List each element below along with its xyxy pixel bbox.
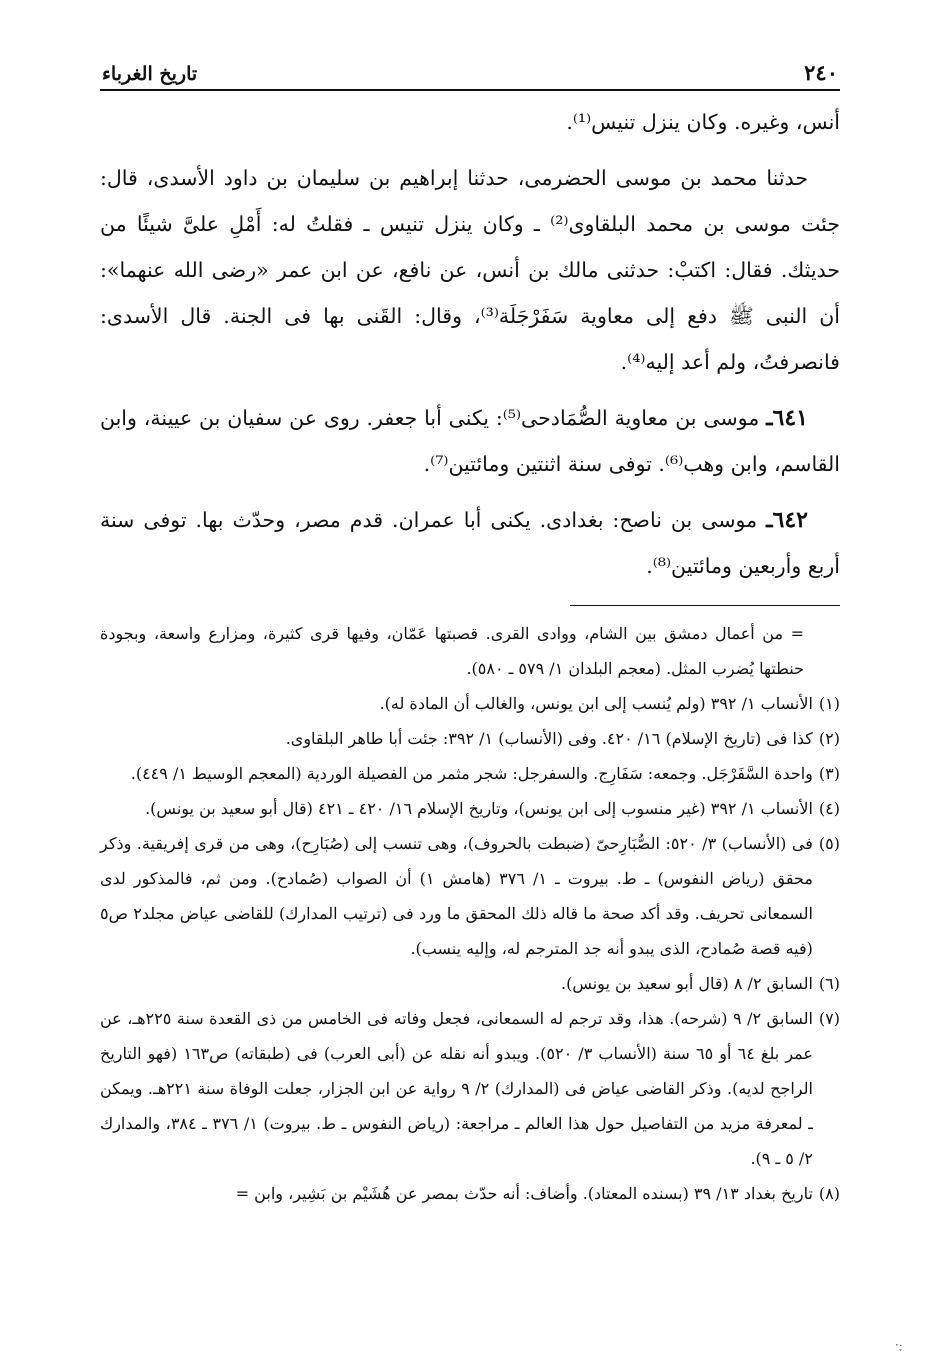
entry-641 — [100, 395, 840, 487]
footnote-text: السابق ٢/ ٨ (قال أبو سعيد بن يونس). — [561, 974, 813, 993]
entry-642 — [100, 497, 840, 589]
footnote-number: (٦) — [818, 974, 840, 993]
footnotes — [100, 616, 840, 1211]
footnote-number: (٨) — [818, 1184, 840, 1203]
footnote-2 — [100, 721, 840, 756]
footnote-number: (٥) — [818, 834, 840, 853]
entry-641-text: موسى بن معاوية الصُّمَادحى⁽⁵⁾: يكنى أبا جعفر. روى عن سفيان بن عيينة، وابن القاسم، وابن وهب⁽⁶⁾. توفى سنة اثنتين ومائتين⁽⁷⁾. — [100, 406, 840, 476]
running-header — [100, 60, 840, 91]
footnote-number: (١) — [818, 694, 840, 713]
entry-642-number: ٦٤٢ـ — [766, 507, 808, 533]
footnote-5 — [100, 826, 840, 966]
footnote-3 — [100, 756, 840, 791]
continued-line: أنس، وغيره. وكان ينزل تنيس⁽¹⁾. — [566, 110, 840, 134]
narration-paragraph: حدثنا محمد بن موسى الحضرمى، حدثنا إبراهيم بن سليمان بن داود الأسدى، قال: جئت موسى بن محمد البلقاوى⁽²⁾ ـ وكان ينزل تنيس ـ فقلتُ له: أَمْلِ علىَّ شيئًا من حديثك. فقال: اكتبْ: حدثنى مالك بن أنس، عن نافع، عن ابن عمر «رضى الله عنهما»: أن النبى ﷺ دفع إلى معاوية سَفَرْجَلَة⁽³⁾، وقال: القَنى بها فى الجنة. قال الأسدى: فانصرفتُ، ولم أعد إليه⁽⁴⁾. — [100, 166, 840, 374]
footnote-7 — [100, 1001, 840, 1176]
paragraph-gap — [100, 385, 840, 395]
paragraph-gap — [100, 487, 840, 497]
entry-642-text: موسى بن ناصح: بغدادى. يكنى أبا عمران. قدم مصر، وحدّث بها. توفى سنة أربع وأربعين ومائتين⁽⁸⁾. — [100, 508, 840, 578]
footnote-1 — [100, 686, 840, 721]
footnote-number: (٤) — [818, 799, 840, 818]
footnote-8 — [100, 1176, 840, 1211]
book-title: تاريخ الغرباء — [102, 63, 198, 85]
footnote-text: السابق ٢/ ٩ (شرحه). هذا، وقد ترجم له السمعانى، فجعل وفاته فى الخامس من ذى القعدة سنة ٢٢٥هـ، عن عمر بلغ ٦٤ أو ٦٥ سنة (الأنساب ٣/ ٥٢٠). ويبدو أنه نقله عن (أبى العرب) فى (طبقاته) ص١٦٣ (فهو التاريخ الراجح لديه). وذكر القاضى عياض فى (المدارك) ٢/ ٩ رواية عن ابن الجزار، جعلت الوفاة سنة ٢٢١هـ. ويمكن ـ لمعرفة مزيد من التفاصيل حول هذا العالم ـ مراجعة: (رياض النفوس ـ ط. بيروت) ١/ ٣٧٦ ـ ٣٨٤، والمدارك ٢/ ٥ ـ ٩). — [100, 1009, 813, 1168]
footnote-divider — [570, 605, 840, 606]
footnote-number: (٧) — [818, 1009, 840, 1028]
paragraph-gap — [100, 145, 840, 155]
page-number: ٢٤٠ — [804, 60, 838, 85]
footnote-4 — [100, 791, 840, 826]
footnote-6 — [100, 966, 840, 1001]
footnote-text: تاريخ بغداد ١٣/ ٣٩ (بسنده المعتاد). وأضاف: أنه حدّث بمصر عن هُشَيْم بن بَشِير، وابن = — [235, 1184, 813, 1203]
footnote-text: واحدة السَّفَرْجَل. وجمعه: سَفَارِج. والسفرجل: شجر مثمر من الفصيلة الوردية (المعجم الوسيط ١/ ٤٤٩). — [130, 764, 813, 783]
footnote-text: فى (الأنساب) ٣/ ٥٢٠: الصُّبَارِحىّ (ضبطت بالحروف)، وهى تنسب إلى (صُبَارِح)، وهى من قرى إفريقية. وذكر محقق (رياض النفوس) ـ ط. بيروت ـ ١/ ٣٧٦ (هامش ١) أن الصواب (صُمادح). ومن ثم، فالمذكور لدى السمعانى تحريف. وقد أكد صحة ما قاله ذلك المحقق ما ورد فى (ترتيب المدارك) للقاضى عياض مجلد٢ ص٥ (فيه قصة صُمادح، الذى يبدو أنه جد المترجم له، وإليه ينسب). — [100, 834, 813, 958]
main-text — [100, 99, 840, 589]
entry-641-number: ٦٤١ـ — [766, 405, 808, 431]
footnote-continuation: = من أعمال دمشق بين الشام، ووادى القرى. قصبتها عَمّان، وفيها قرى كثيرة، ومزارع واسعة، وبجودة حنطتها يُضرب المثل. (معجم البلدان ١/ ٥٧٩ ـ ٥٨٠). — [100, 624, 804, 678]
footnote-number: (٢) — [818, 729, 840, 748]
scan-edge-mark: ·ׇ· — [895, 1338, 903, 1352]
footnote-text: الأنساب ١/ ٣٩٢ (غير منسوب إلى ابن يونس)، وتاريخ الإسلام ١٦/ ٤٢٠ ـ ٤٢١ (قال أبو سعيد بن يونس). — [145, 799, 813, 818]
footnote-text: الأنساب ١/ ٣٩٢ (ولم يُنسب إلى ابن يونس، والغالب أن المادة له). — [379, 694, 813, 713]
footnote-text: كذا فى (تاريخ الإسلام) ١٦/ ٤٢٠. وفى (الأنساب) ١/ ٣٩٢: جئت أبا طاهر البلقاوى. — [285, 729, 813, 748]
footnote-number: (٣) — [818, 764, 840, 783]
